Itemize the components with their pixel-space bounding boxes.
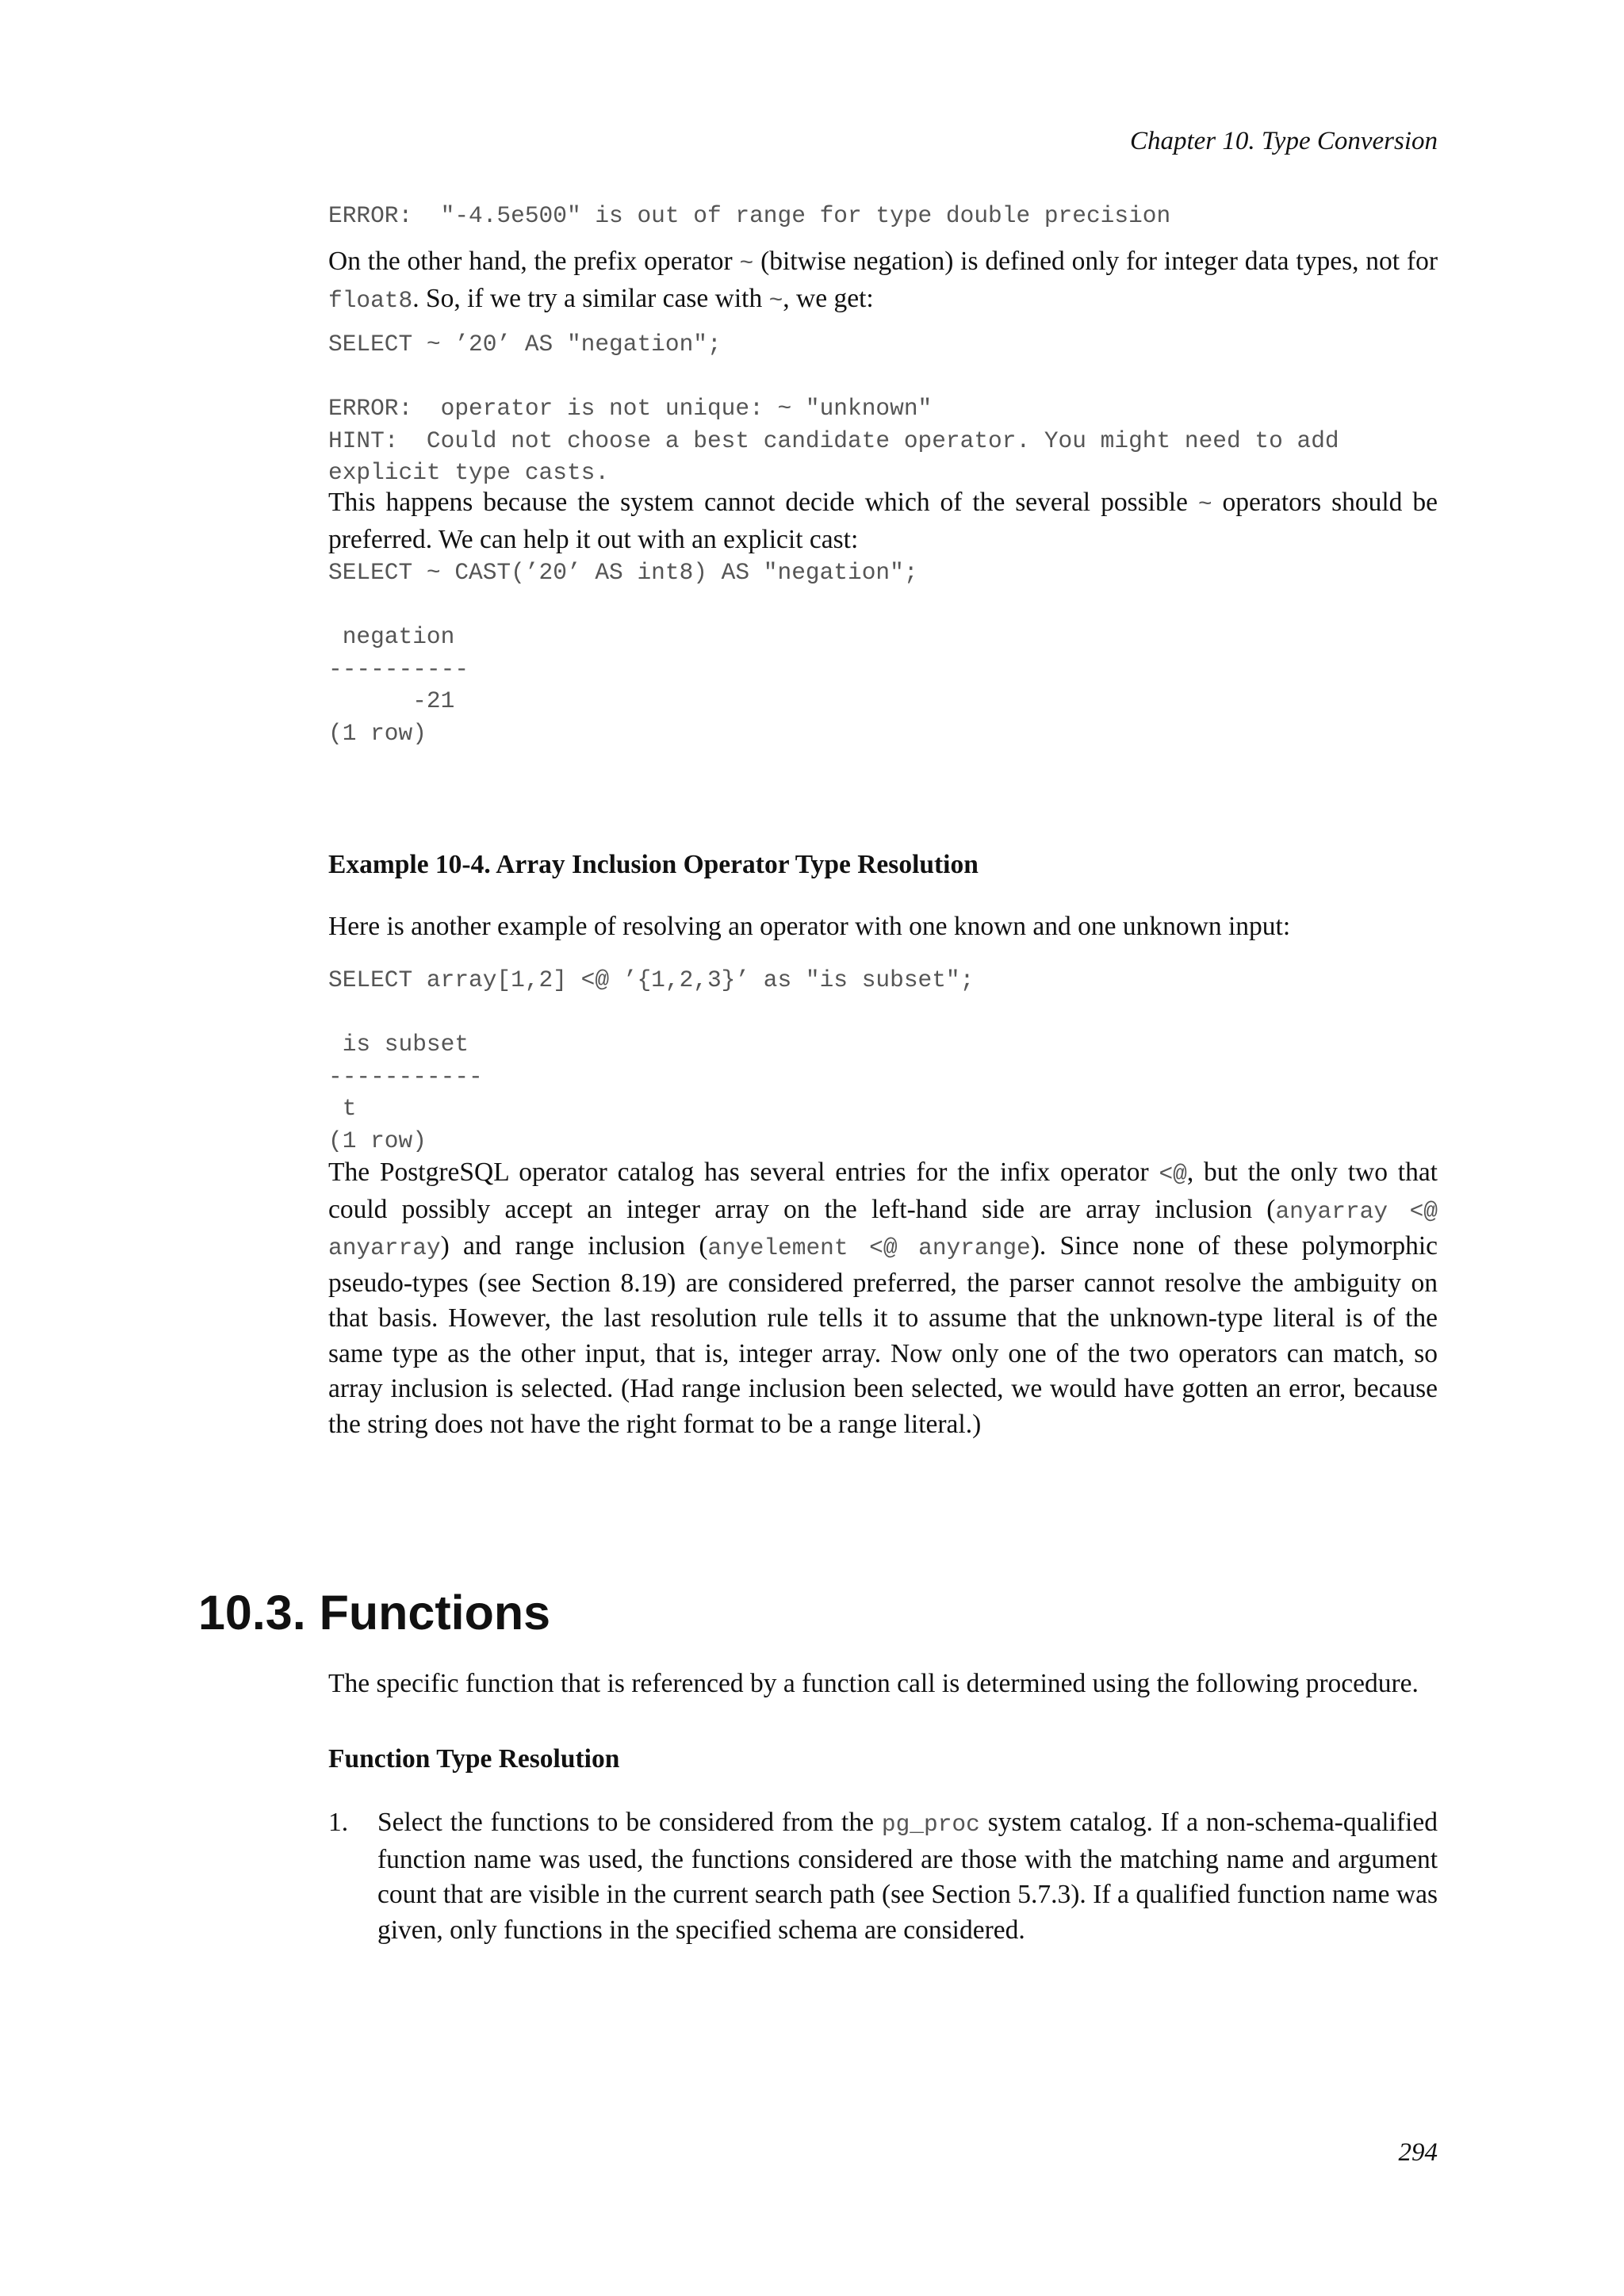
paragraph-another-example: Here is another example of resolving an operator with one known and one unknown input: [328, 912, 1291, 941]
inline-code: pg_proc [881, 1811, 980, 1838]
page-number: 294 [1398, 2138, 1438, 2167]
inline-code: ~ [1197, 491, 1212, 518]
inline-code: float8 [328, 286, 413, 314]
code-text: SELECT array[1,2] <@ ’{1,2,3}’ as "is subset"; is subset ----------- t (1 row) [328, 966, 975, 1154]
paragraph-operator-catalog: The PostgreSQL operator catalog has several entries for the infix operator <@, but the only two that could possibly accept an integer array on the left-hand side are array inclusion (anyarray <@ anyarray) and range inclusion (anyelement <@ anyrange). Since none of these polymorphic pseudo-types (see Section 8.19) are considered preferred, the parser cannot resolve the ambiguity on that basis. However, the last resolution rule tells it to assume that the unknown-type literal is of the same type as the other input, that is, integer array. Now only one of the two operators can match, so array inclusion is selected. (Had range inclusion been selected, we would have gotten an error, because the string does not have the right format to be a range literal.) [328, 1158, 1438, 1439]
paragraph-bitwise-negation: On the other hand, the prefix operator ~ (bitwise negation) is defined only for integer data types, not for float8. So, if we try a similar case with ~, we get: [328, 247, 1438, 314]
list-item: 1. Select the functions to be considered from the pg_proc system catalog. If a non-schema-qualified function name was used, the functions considered are those with the matching name and argument count that are visible in the current search path (see Section 5.7.3). If a qualified function name was given, only functions in the specified schema are considered. [328, 1805, 1438, 1948]
inline-code: anyarray <@ anyarray [328, 1197, 1438, 1261]
list-number: 1. [328, 1808, 349, 1837]
code-block-operator-not-unique [328, 328, 1438, 489]
section-heading: 10.3. Functions [198, 1586, 551, 1640]
code-block-error-range [328, 200, 1438, 232]
code-block-cast-result [328, 557, 1438, 749]
inline-code: <@ [1159, 1161, 1187, 1188]
paragraph-explicit-cast: This happens because the system cannot decide which of the several possible ~ operators should be preferred. We can help it out with an explicit cast: [328, 488, 1438, 554]
example-title: Example 10-4. Array Inclusion Operator Type Resolution [328, 850, 979, 879]
chapter-header: Chapter 10. Type Conversion [1129, 127, 1438, 155]
procedure-title: Function Type Resolution [328, 1744, 620, 1774]
inline-code: ~ [739, 250, 754, 277]
inline-code: anyelement <@ anyrange [707, 1234, 1031, 1261]
code-text: ERROR: "-4.5e500" is out of range for type double precision [328, 202, 1171, 229]
paragraph-function-procedure: The specific function that is referenced by a function call is determined using the following procedure. [328, 1669, 1419, 1698]
code-text: SELECT ~ CAST(’20’ AS int8) AS "negation"; negation ---------- -21 (1 row) [328, 559, 918, 747]
code-text: SELECT ~ ’20’ AS "negation"; ERROR: operator is not unique: ~ "unknown" HINT: Could not choose a best candidate operator. You might need to add explicit type casts. [328, 331, 1339, 486]
inline-code: ~ [768, 286, 783, 314]
code-block-is-subset [328, 964, 1438, 1157]
